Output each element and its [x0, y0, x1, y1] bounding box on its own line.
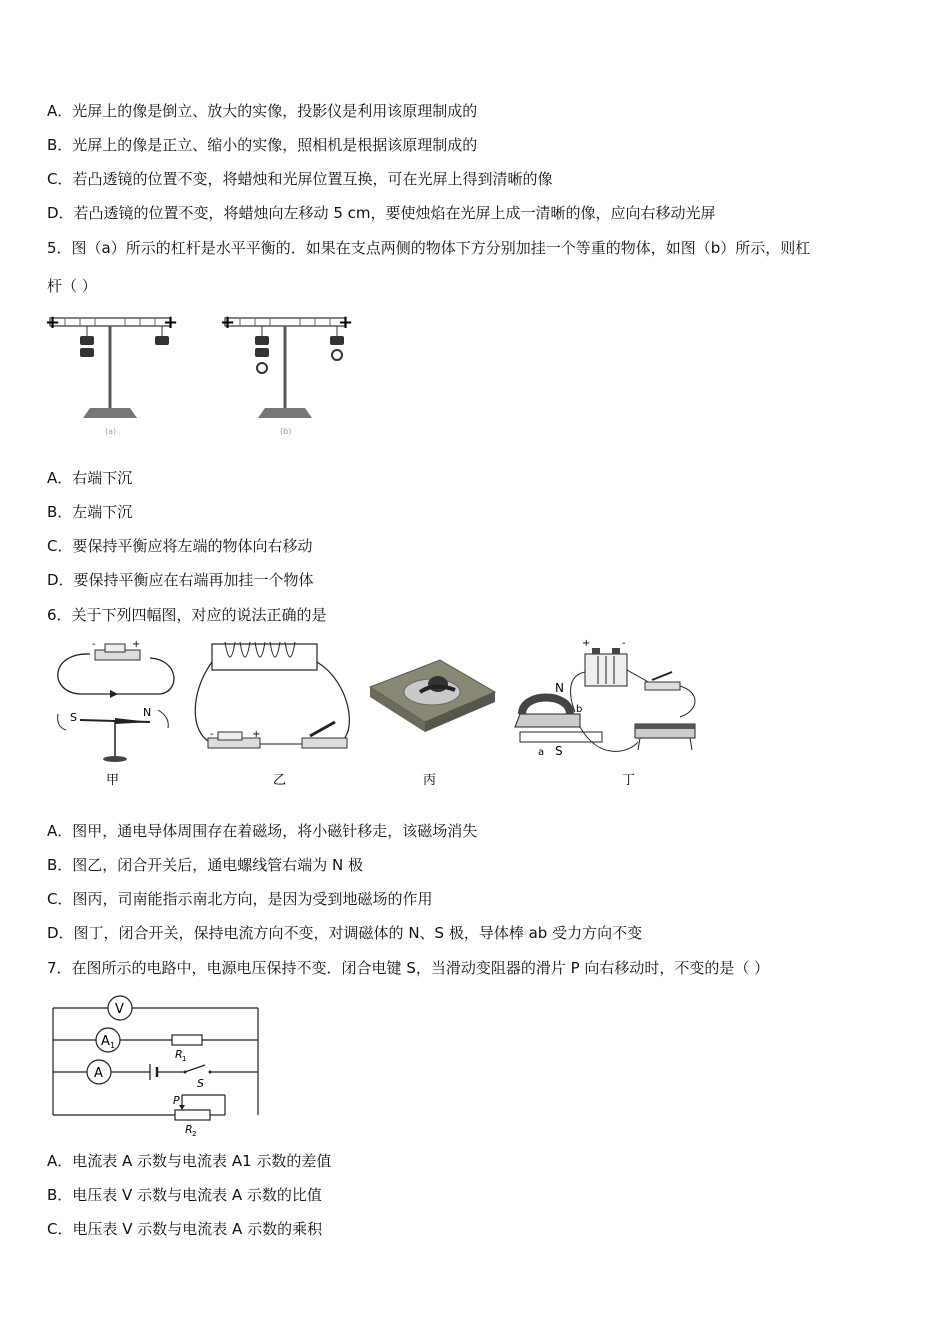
- svg-text:+: +: [45, 312, 61, 333]
- ding-plus: +: [582, 638, 591, 649]
- yi-plus: +: [252, 729, 261, 740]
- q5-option-a: A．右端下沉: [47, 469, 133, 487]
- q5-stem-line2: 杆（ ）: [47, 277, 97, 295]
- q6-stem: 6．关于下列四幅图，对应的说法正确的是: [47, 606, 327, 624]
- q5-option-b: B．左端下沉: [47, 503, 133, 521]
- q5-lever-figures: [45, 308, 365, 443]
- q7-option-a: A．电流表 A 示数与电流表 A1 示数的差值: [47, 1152, 332, 1170]
- q4-option-d: D．若凸透镜的位置不变，将蜡烛向左移动 5 cm，要使烛焰在光屏上成一清晰的像，应向右移动光屏: [47, 204, 716, 222]
- q6-option-b: B．图乙，闭合开关后，通电螺线管右端为 N 极: [47, 856, 364, 874]
- meter-v-label: V: [115, 1002, 124, 1017]
- ding-label-b: b: [576, 704, 583, 715]
- q7-circuit-diagram: [45, 990, 270, 1138]
- fig-label-jia: 甲: [106, 773, 120, 788]
- q6-option-c: C．图丙，司南能指示南北方向，是因为受到地磁场的作用: [47, 890, 433, 908]
- svg-text:+: +: [163, 312, 179, 333]
- lever-figure-b: [220, 312, 353, 436]
- q6-option-d: D．图丁，闭合开关，保持电流方向不变，对调磁体的 N、S 极，导体棒 ab 受力方向不变: [47, 924, 643, 942]
- ding-label-a: a: [538, 747, 545, 758]
- figure-jia: [58, 639, 174, 788]
- q4-option-a: A．光屏上的像是倒立、放大的实像，投影仪是利用该原理制成的: [47, 102, 478, 120]
- r2-subscript: 2: [192, 1130, 197, 1138]
- fig-label-ding: 丁: [622, 773, 636, 788]
- meter-a1-label: A: [101, 1034, 110, 1049]
- r1-label: R: [175, 1048, 183, 1061]
- svg-text:+: +: [220, 312, 236, 333]
- r2-label: R: [185, 1123, 193, 1136]
- figure-ding: [515, 638, 695, 788]
- q6-option-a: A．图甲，通电导体周围存在着磁场，将小磁针移走，该磁场消失: [47, 822, 478, 840]
- svg-text:+: +: [338, 312, 354, 333]
- q4-option-b: B．光屏上的像是正立、缩小的实像，照相机是根据该原理制成的: [47, 136, 478, 154]
- figure-yi: [195, 642, 349, 788]
- jia-label-s: S: [70, 711, 77, 724]
- jia-label-n: N: [143, 706, 152, 719]
- slider-p-label: P: [173, 1094, 180, 1107]
- fig-label-yi: 乙: [273, 773, 287, 788]
- jia-minus: -: [92, 639, 96, 650]
- q5-stem-line1: 5．图（a）所示的杠杆是水平平衡的．如果在支点两侧的物体下方分别加挂一个等重的物体，如图（b）所示，则杠: [47, 239, 811, 257]
- q6-figures: [40, 632, 720, 792]
- ding-minus: -: [622, 638, 626, 649]
- meter-a1-subscript: 1: [110, 1041, 116, 1050]
- ding-label-s: S: [555, 744, 563, 758]
- meter-a-label: A: [94, 1066, 103, 1081]
- fig-b-label: (b): [280, 427, 292, 436]
- ding-label-n: N: [555, 681, 564, 695]
- q5-option-c: C．要保持平衡应将左端的物体向右移动: [47, 537, 313, 555]
- q4-option-c: C．若凸透镜的位置不变，将蜡烛和光屏位置互换，可在光屏上得到清晰的像: [47, 170, 553, 188]
- q7-stem: 7．在图所示的电路中，电源电压保持不变．闭合电键 S，当滑动变阻器的滑片 P 向右移动时，不变的是（ ）: [47, 959, 770, 977]
- figure-bing: [370, 660, 495, 788]
- r1-subscript: 1: [182, 1055, 187, 1063]
- yi-minus: -: [210, 729, 214, 740]
- fig-a-label: (a): [105, 427, 117, 436]
- q7-option-b: B．电压表 V 示数与电流表 A 示数的比值: [47, 1186, 322, 1204]
- lever-figure-a: [45, 312, 178, 436]
- q5-option-d: D．要保持平衡应在右端再加挂一个物体: [47, 571, 314, 589]
- switch-s-label: S: [197, 1077, 204, 1090]
- q7-option-c: C．电压表 V 示数与电流表 A 示数的乘积: [47, 1220, 323, 1238]
- jia-plus: +: [132, 639, 141, 650]
- fig-label-bing: 丙: [423, 773, 437, 788]
